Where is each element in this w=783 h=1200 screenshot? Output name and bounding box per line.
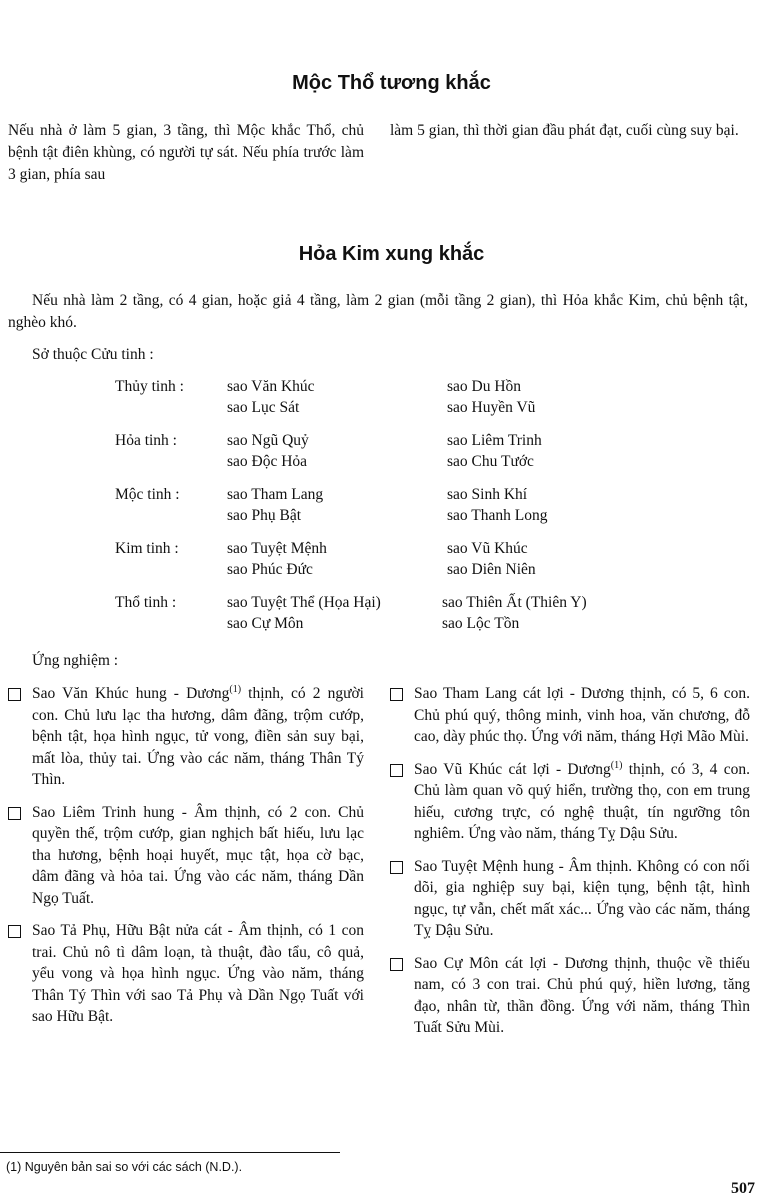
star-name: sao Tham Lang <box>227 486 324 503</box>
footnote-ref: (1) <box>229 683 242 695</box>
list-item <box>390 953 750 1039</box>
star-name: sao Cự Môn <box>227 615 304 632</box>
star-name: sao Phụ Bật <box>227 507 302 524</box>
star-name: sao Tuyệt Mệnh <box>227 540 327 557</box>
star-group-row <box>115 484 675 526</box>
star-group-label: Mộc tinh : <box>115 486 180 503</box>
bullet-text-cont: thịnh, có 3, 4 con. Chủ làm quan võ quý hiển, trường thọ, con em trung hiếu, cương trực, có nghệ thuật, tín ngưỡng tôn nghiêm. Ứng vào năm, tháng Tỵ Dậu Sửu. <box>414 760 750 842</box>
star-group-row <box>115 592 675 634</box>
ung-nghiem-heading: Ứng nghiệm : <box>32 652 119 669</box>
star-group-row <box>115 376 675 418</box>
list-item <box>8 683 364 791</box>
bullets-right-column <box>390 683 750 1050</box>
checkbox-square-icon <box>8 688 21 701</box>
checkbox-square-icon <box>8 807 21 820</box>
footnote-ref: (1) <box>610 759 623 771</box>
list-item <box>390 683 750 748</box>
checkbox-square-icon <box>390 688 403 701</box>
star-name: sao Lộc Tồn <box>442 615 520 632</box>
star-name: sao Huyền Vũ <box>447 399 536 416</box>
star-group-label: Thủy tinh : <box>115 378 184 395</box>
bullets-left-column <box>8 683 364 1039</box>
bullet-text-cont: thịnh, có 2 người con. Chủ lưu lạc tha hương, dâm đãng, trộm cướp, bệnh tật, họa hình ngục, tử vong, điền sản suy bại, mất lòa, thủy tai. Ứng vào các năm, tháng Thân Tý Thìn. <box>32 685 364 788</box>
star-name: sao Ngũ Quỷ <box>227 432 309 449</box>
star-name: sao Vũ Khúc <box>447 540 528 557</box>
star-name: sao Thiên Ất (Thiên Y) <box>442 594 587 611</box>
cuu-tinh-intro: Sở thuộc Cửu tinh : <box>32 346 154 363</box>
star-group-row <box>115 538 675 580</box>
star-name: sao Du Hồn <box>447 378 522 395</box>
page-number: 507 <box>731 1180 755 1197</box>
star-group-row <box>115 430 675 472</box>
checkbox-square-icon <box>390 861 403 874</box>
star-name: sao Liêm Trinh <box>447 432 542 449</box>
bullet-text: Sao Tham Lang cát lợi - Dương thịnh, có 5, 6 con. Chủ phú quý, thông minh, vinh hoa, văn chương, đỗ cao, dày phúc thọ. Ứng với năm, tháng Hợi Mão Mùi. <box>414 685 750 745</box>
star-name: sao Thanh Long <box>447 507 548 524</box>
bullet-text: Sao Tả Phụ, Hữu Bật nửa cát - Âm thịnh, có 1 con trai. Chủ nô tì dâm loạn, tà thuật, đào tẩu, cô quả, yểu vong và họa hình ngục. Ứng vào năm, tháng Thân Tý Thìn với sao Tả Phụ và Dần Ngọ Tuất với sao Hữu Bật. <box>32 922 364 1025</box>
list-item <box>8 920 364 1028</box>
list-item <box>390 856 750 942</box>
section2-paragraph: Nếu nhà làm 2 tầng, có 4 gian, hoặc giả 4 tầng, làm 2 gian (mỗi tầng 2 gian), thì Hỏa khắc Kim, chủ bệnh tật, nghèo khó. <box>8 292 748 331</box>
cuu-tinh-table <box>115 376 675 646</box>
star-name: sao Văn Khúc <box>227 378 315 395</box>
star-name: sao Phúc Đức <box>227 561 313 578</box>
list-item <box>390 759 750 845</box>
checkbox-square-icon <box>390 764 403 777</box>
star-name: sao Sinh Khí <box>447 486 528 503</box>
star-name: sao Tuyệt Thể (Họa Hại) <box>227 594 381 611</box>
bullet-text: Sao Văn Khúc hung - Dương <box>32 685 230 702</box>
list-item <box>8 802 364 910</box>
star-name: sao Chu Tước <box>447 453 534 470</box>
bullet-text: Sao Tuyệt Mệnh hung - Âm thịnh. Không có con nối dõi, gia nghiệp suy bại, kiện tụng, bệnh tật, hình ngục, tự vẫn, chết mất xác... Ứng vào các năm, tháng Tỵ Dậu Sửu. <box>414 857 750 939</box>
star-group-label: Thổ tinh : <box>115 594 177 611</box>
checkbox-square-icon <box>8 925 21 938</box>
star-name: sao Diên Niên <box>447 561 536 578</box>
bullet-text: Sao Liêm Trinh hung - Âm thịnh, có 2 con. Chủ quyền thế, trộm cướp, gian nghịch bất hiếu, lưu lạc tha hương, bệnh hoại huyết, mục tật, họa cờ bạc, dâm đãng và hỏa tai. Ứng vào các năm, tháng Dần Ngọ Tuất. <box>32 803 364 907</box>
section1-text-right: làm 5 gian, thì thời gian đầu phát đạt, cuối cùng suy bại. <box>390 122 739 139</box>
checkbox-square-icon <box>390 958 403 971</box>
bullet-text: Sao Vũ Khúc cát lợi - Dương <box>414 760 611 778</box>
section-title-hoa-kim: Hỏa Kim xung khắc <box>298 243 485 265</box>
star-name: sao Độc Hỏa <box>227 453 308 470</box>
section1-text-left: Nếu nhà ở làm 5 gian, 3 tầng, thì Mộc khắc Thổ, chủ bệnh tật điên khùng, có người tự sát. Nếu phía trước làm 3 gian, phía sau <box>8 122 364 183</box>
star-group-label: Hỏa tinh : <box>115 432 177 449</box>
footnote-divider <box>0 1152 340 1153</box>
bullet-text: Sao Cự Môn cát lợi - Dương thịnh, thuộc về thiếu nam, có 3 con trai. Chủ phú quý, hiền lương, tăng đạo, nhân từ, thần đồng. Ứng với năm, tháng Thìn Tuất Sửu Mùi. <box>414 954 750 1036</box>
section-title-moc-tho: Mộc Thổ tương khắc <box>292 72 491 94</box>
star-name: sao Lục Sát <box>227 399 300 416</box>
footnote: (1) Nguyên bản sai so với các sách (N.D.). <box>6 1160 243 1174</box>
star-group-label: Kim tinh : <box>115 540 179 557</box>
